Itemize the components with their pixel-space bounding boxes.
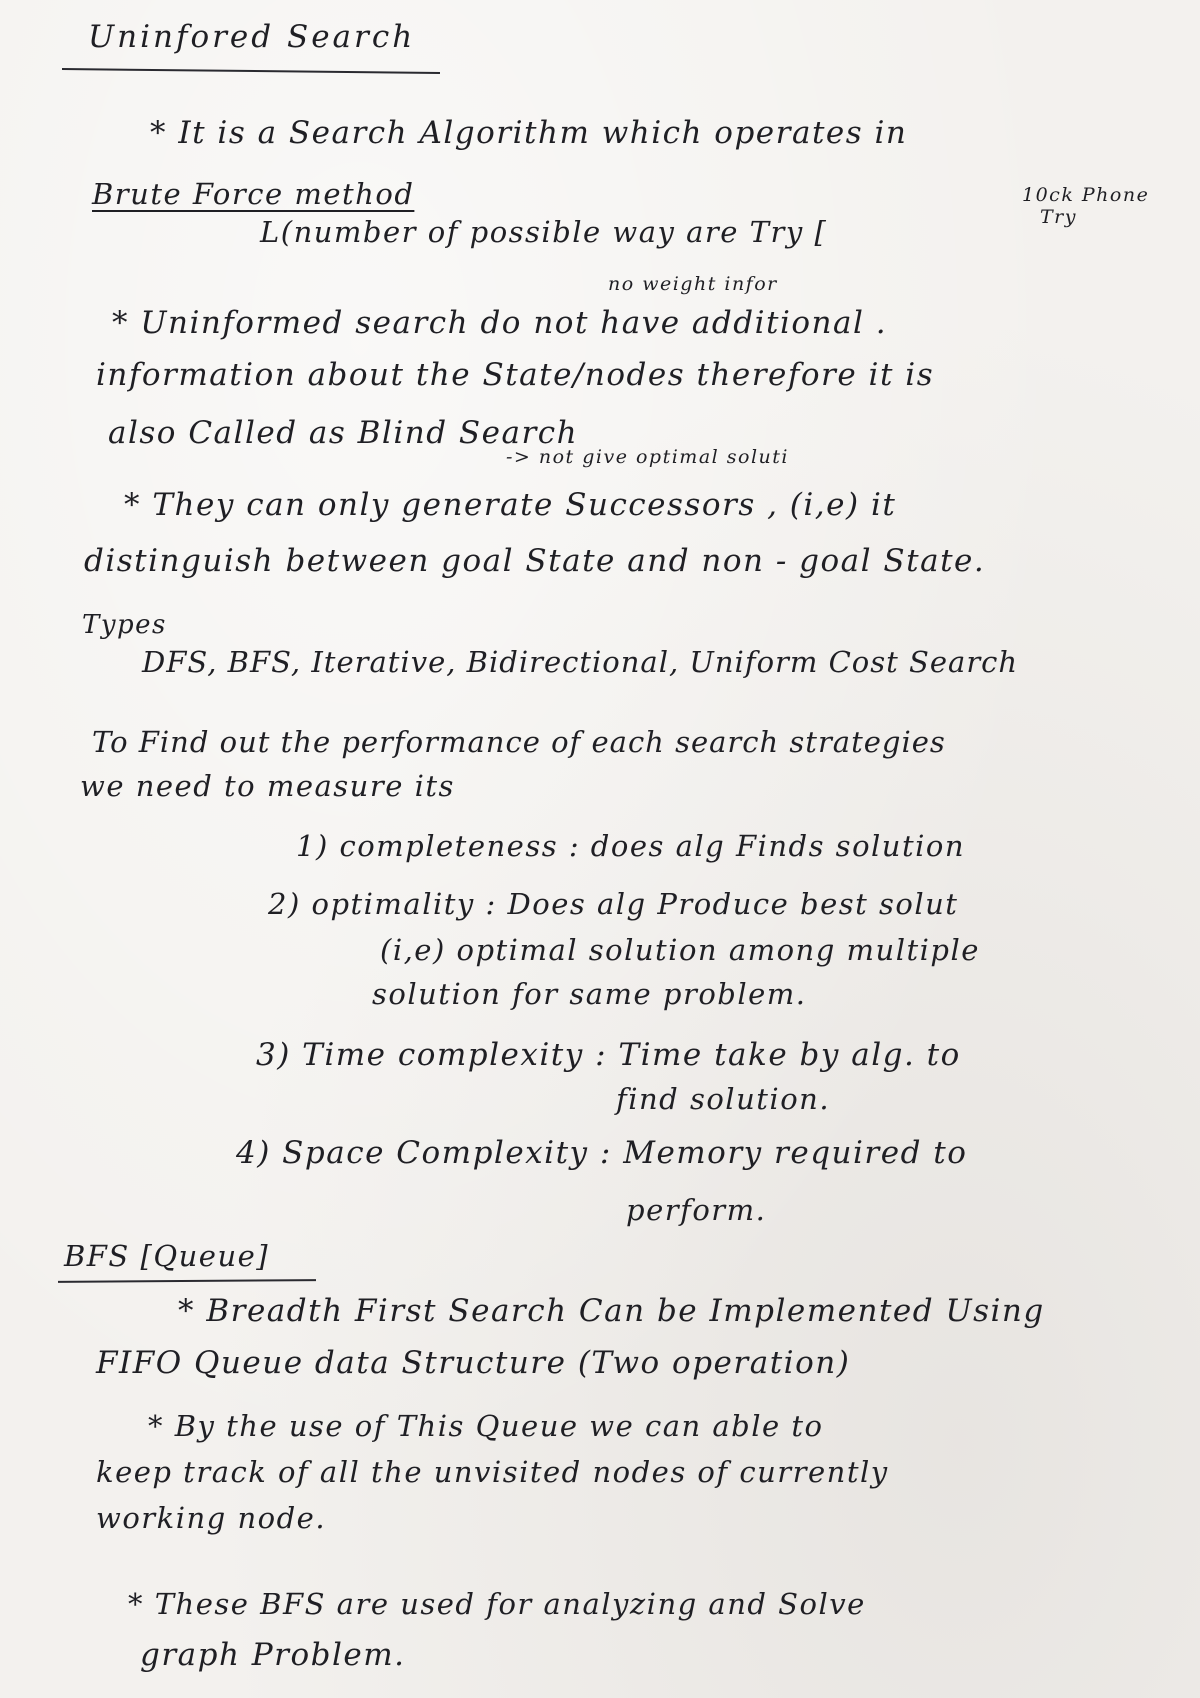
text-line: keep track of all the unvisited nodes of currently [96,1455,889,1489]
list-item: (i,e) optimal solution among multiple [380,933,980,967]
text-line: also Called as Blind Search [108,415,579,451]
list-item: 2) optimality : Does alg Produce best solut [268,887,959,921]
text-line: * These BFS are used for analyzing and Solve [128,1587,866,1621]
section-underline [58,1279,316,1283]
text-line: * It is a Search Algorithm which operates in [150,115,908,151]
margin-note: no weight infor [608,273,778,295]
list-item: 3) Time complexity : Time take by alg. to [256,1037,961,1073]
page-title: Uninfored Search [88,19,416,55]
text-line: L(number of possible way are Try [ [260,215,828,249]
list-item: 1) completeness : does alg Finds solution [296,829,966,863]
list-item: perform. [626,1193,767,1227]
margin-note: 10ck Phone [1022,184,1150,206]
text-line: DFS, BFS, Iterative, Bidirectional, Uniform Cost Search [142,645,1019,679]
text-line: distinguish between goal State and non - goal State. [84,543,986,579]
text-line: Brute Force method [92,177,415,211]
margin-note: Try [1040,206,1077,228]
text-line: information about the State/nodes therefore it is [96,357,935,393]
text-line: * Breadth First Search Can be Implemented Using [178,1293,1045,1329]
text-line: * By the use of This Queue we can able to [148,1409,824,1443]
list-item: 4) Space Complexity : Memory required to [236,1135,968,1171]
text-line: graph Problem. [140,1637,406,1673]
title-underline [62,68,440,74]
section-label: Types [82,610,167,640]
text-line: we need to measure its [80,769,455,803]
text-line: * They can only generate Successors , (i,e) it [124,487,897,523]
text-line: working node. [96,1501,327,1535]
text-line: * Uninformed search do not have additional . [112,305,888,341]
margin-note: -> not give optimal soluti [506,446,789,468]
section-heading: BFS [Queue] [64,1239,270,1273]
text-line: To Find out the performance of each search strategies [92,725,946,759]
text-line: FIFO Queue data Structure (Two operation) [96,1345,851,1381]
list-item: find solution. [616,1082,831,1116]
list-item: solution for same problem. [372,977,807,1011]
